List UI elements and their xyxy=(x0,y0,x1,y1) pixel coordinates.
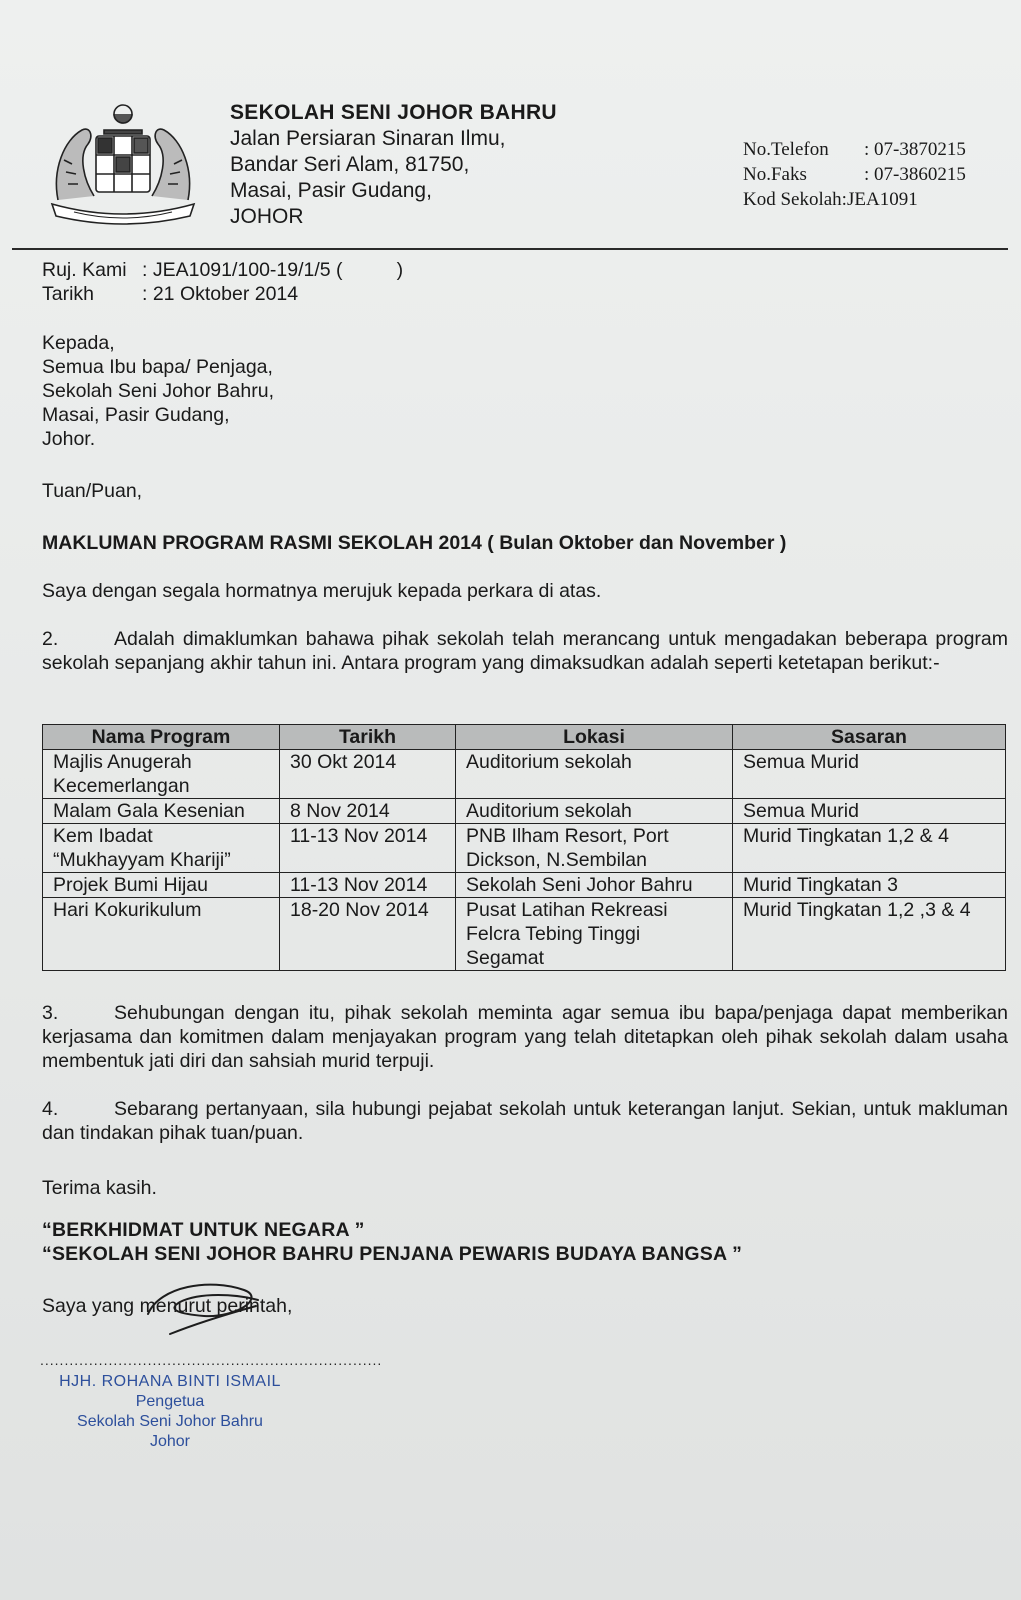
date-label: Tarikh xyxy=(42,283,95,305)
cell-date: 11-13 Nov 2014 xyxy=(280,873,456,898)
date-value: : 21 Oktober 2014 xyxy=(142,283,299,305)
recipient-line: Kepada, xyxy=(42,332,115,354)
reference-block xyxy=(42,258,1008,306)
closing: Terima kasih. xyxy=(42,1177,157,1199)
cell-location: Auditorium sekolah xyxy=(456,799,733,824)
table-row xyxy=(43,898,1006,971)
cell-target: Semua Murid xyxy=(733,750,1006,799)
salutation: Tuan/Puan, xyxy=(42,480,143,502)
ref-value: : JEA1091/100-19/1/5 ( xyxy=(142,259,343,281)
code-value: JEA1091 xyxy=(846,189,918,210)
table-row xyxy=(43,750,1006,799)
recipient-line: Semua Ibu bapa/ Penjaga, xyxy=(42,356,273,378)
paragraph-3 xyxy=(42,1001,1008,1073)
cell-target: Semua Murid xyxy=(733,799,1006,824)
paragraph-2 xyxy=(42,627,1008,675)
school-header xyxy=(230,100,557,230)
paragraph-number: 3. xyxy=(42,1002,59,1024)
code-label: Kod Sekolah: xyxy=(743,189,847,210)
cell-program: Kem Ibadat “Mukhayyam Khariji” xyxy=(43,824,280,873)
address-line-1: Jalan Persiaran Sinaran Ilmu, xyxy=(230,127,506,150)
yours-faithfully: Saya yang menurut perintah, xyxy=(42,1295,293,1317)
contact-info xyxy=(743,137,966,212)
paragraph-1: Saya dengan segala hormatnya merujuk kepada perkara di atas. xyxy=(42,580,602,602)
cell-program: Malam Gala Kesenian xyxy=(43,799,280,824)
motto-line-2: “SEKOLAH SENI JOHOR BAHRU PENJANA PEWARIS BUDAYA BANGSA ” xyxy=(42,1243,743,1265)
header-target: Sasaran xyxy=(733,725,1006,750)
signature-icon xyxy=(140,1276,270,1340)
address-line-3: Masai, Pasir Gudang, xyxy=(230,179,432,202)
cell-date: 11-13 Nov 2014 xyxy=(280,824,456,873)
table-header-row xyxy=(43,725,1006,750)
cell-location: Pusat Latihan Rekreasi Felcra Tebing Tinggi Segamat xyxy=(456,898,733,971)
paragraph-text: Adalah dimaklumkan bahawa pihak sekolah telah merancang untuk mengadakan beberapa program sekolah sepanjang akhir tahun ini. Antara program yang dimaksudkan adalah seperti ketetapan berikut:- xyxy=(42,628,1008,674)
table-row xyxy=(43,799,1006,824)
address-line-2: Bandar Seri Alam, 81750, xyxy=(230,153,470,176)
signatory-school: Sekolah Seni Johor Bahru xyxy=(77,1413,263,1430)
paragraph-number: 4. xyxy=(42,1098,59,1120)
paragraph-text: Sehubungan dengan itu, pihak sekolah meminta agar semua ibu bapa/penjaga dapat memberikan kerjasama dan komitmen dalam menjayakan program yang telah ditetapkan oleh pihak sekolah dalam usaha membentuk jati diri dan sahsiah murid terpuji. xyxy=(42,1002,1008,1072)
paragraph-text: Sebarang pertanyaan, sila hubungi pejabat sekolah untuk keterangan lanjut. Sekian, untuk makluman dan tindakan pihak tuan/puan. xyxy=(42,1098,1008,1144)
address-line-4: JOHOR xyxy=(230,205,304,228)
cell-target: Murid Tingkatan 1,2 ,3 & 4 xyxy=(733,898,1006,971)
paragraph-number: 2. xyxy=(42,628,59,650)
recipient-block xyxy=(42,331,1008,451)
cell-program: Projek Bumi Hijau xyxy=(43,873,280,898)
official-stamp xyxy=(40,1372,360,1452)
table-row xyxy=(43,873,1006,898)
fax-value: : 07-3860215 xyxy=(864,164,966,185)
table-row xyxy=(43,824,1006,873)
fax-label: No.Faks xyxy=(743,164,807,185)
cell-program: Hari Kokurikulum xyxy=(43,898,280,971)
ref-close: ) xyxy=(396,259,404,281)
cell-location: Auditorium sekolah xyxy=(456,750,733,799)
cell-location: Sekolah Seni Johor Bahru xyxy=(456,873,733,898)
motto-block xyxy=(42,1218,1008,1266)
cell-location: PNB Ilham Resort, Port Dickson, N.Sembilan xyxy=(456,824,733,873)
cell-date: 18-20 Nov 2014 xyxy=(280,898,456,971)
motto-line-1: “BERKHIDMAT UNTUK NEGARA ” xyxy=(42,1219,365,1241)
subject-heading: MAKLUMAN PROGRAM RASMI SEKOLAH 2014 ( Bulan Oktober dan November ) xyxy=(42,532,787,554)
header-program: Nama Program xyxy=(43,725,280,750)
program-table xyxy=(42,724,1006,971)
header-divider xyxy=(12,248,1008,250)
cell-program: Majlis Anugerah Kecemerlangan xyxy=(43,750,280,799)
coat-of-arms-icon xyxy=(44,100,202,230)
signatory-title: Pengetua xyxy=(135,1393,205,1410)
recipient-line: Masai, Pasir Gudang, xyxy=(42,404,230,426)
cell-date: 30 Okt 2014 xyxy=(280,750,456,799)
cell-date: 8 Nov 2014 xyxy=(280,799,456,824)
header-date: Tarikh xyxy=(280,725,456,750)
phone-label: No.Telefon xyxy=(743,139,829,160)
paragraph-4 xyxy=(42,1097,1008,1145)
signatory-state: Johor xyxy=(149,1433,191,1450)
ref-label: Ruj. Kami xyxy=(42,259,127,281)
signatory-name: HJH. ROHANA BINTI ISMAIL xyxy=(59,1373,281,1390)
cell-target: Murid Tingkatan 3 xyxy=(733,873,1006,898)
recipient-line: Sekolah Seni Johor Bahru, xyxy=(42,380,274,402)
recipient-line: Johor. xyxy=(42,428,96,450)
school-name: SEKOLAH SENI JOHOR BAHRU xyxy=(230,101,557,124)
signature-line: ...................................................................... xyxy=(40,1352,383,1368)
header-location: Lokasi xyxy=(456,725,733,750)
phone-value: : 07-3870215 xyxy=(864,139,966,160)
cell-target: Murid Tingkatan 1,2 & 4 xyxy=(733,824,1006,873)
